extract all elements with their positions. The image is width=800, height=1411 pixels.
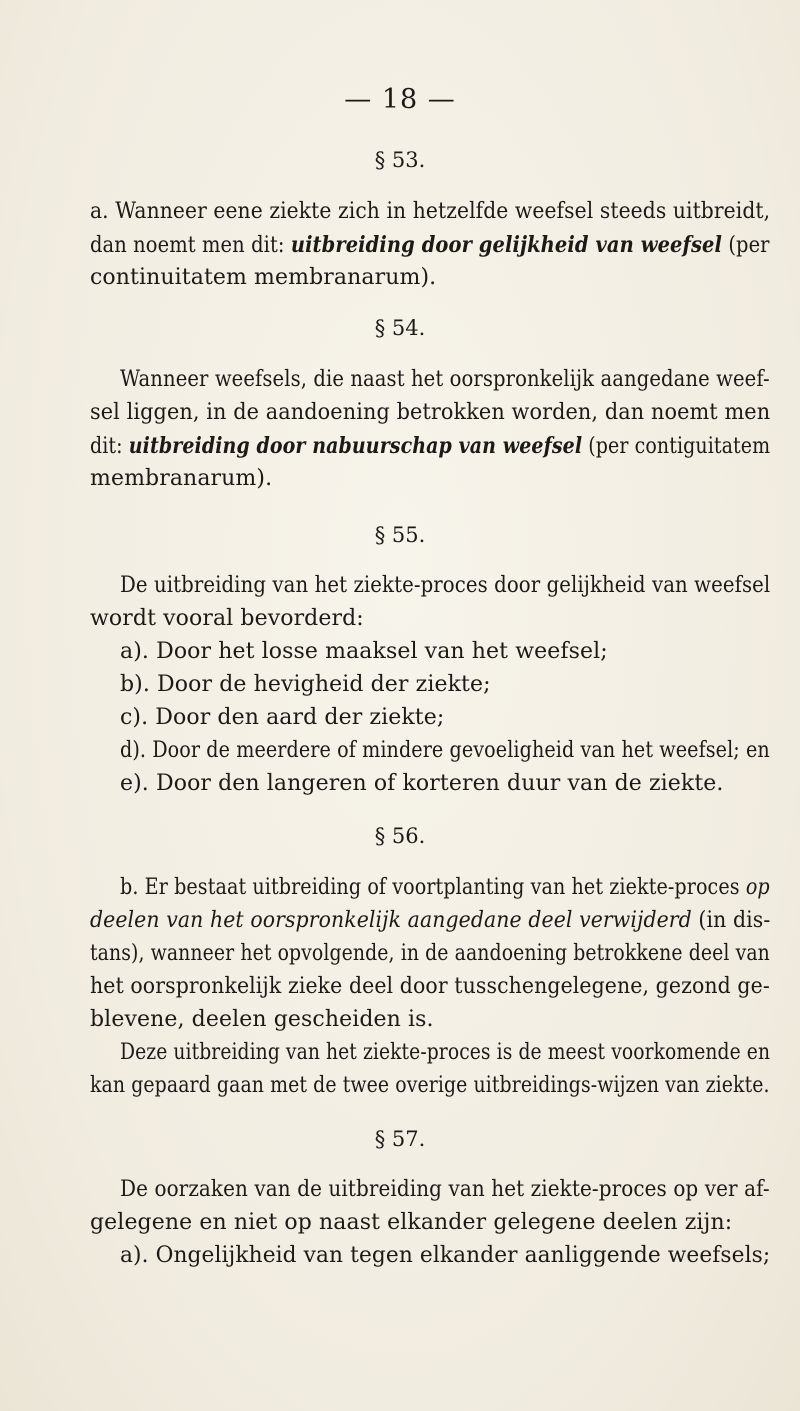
text-line: tans), wanneer het opvolgende, in de aandoening betrokkene deel van bbox=[90, 941, 770, 966]
text-line: membranarum). bbox=[90, 466, 273, 491]
text-line: blevene, deelen gescheiden is. bbox=[90, 1007, 434, 1032]
page-number: — 18 — bbox=[344, 84, 456, 115]
text-line: kan gepaard gaan met de twee overige uitbreidings-wijzen van ziekte. bbox=[90, 1073, 770, 1098]
text-line: deelen van het oorspronkelijk aangedane deel verwijderd (in dis- bbox=[90, 908, 771, 933]
emphasis-term: deelen van het oorspronkelijk aangedane deel verwijderd bbox=[90, 908, 692, 933]
text-line: b. Er bestaat uitbreiding of voortplanting van het ziekte-proces op bbox=[120, 875, 770, 900]
text-line: gelegene en niet op naast elkander gelegene deelen zijn: bbox=[90, 1210, 733, 1235]
list-item: c). Door den aard der ziekte; bbox=[120, 705, 445, 730]
text-line: De oorzaken van de uitbreiding van het ziekte-proces op ver af- bbox=[120, 1177, 770, 1202]
list-item: d). Door de meerdere of mindere gevoeligheid van het weefsel; en bbox=[120, 738, 770, 763]
section-heading-54: § 54. bbox=[374, 316, 426, 340]
text-line: het oorspronkelijk zieke deel door tusschengelegene, gezond ge- bbox=[90, 974, 770, 999]
section-heading-56: § 56. bbox=[374, 824, 426, 848]
text-line: continuitatem membranarum). bbox=[90, 265, 437, 290]
emphasis-term: op bbox=[745, 875, 770, 900]
list-item: a). Ongelijkheid van tegen elkander aanliggende weefsels; bbox=[120, 1243, 771, 1268]
emphasis-term: uitbreiding door gelijkheid van weefsel bbox=[290, 232, 723, 258]
text-line: Wanneer weefsels, die naast het oorspronkelijk aangedane weef- bbox=[120, 367, 770, 392]
list-item: a). Door het losse maaksel van het weefsel; bbox=[120, 639, 608, 664]
section-heading-57: § 57. bbox=[374, 1127, 426, 1151]
text-line: a. Wanneer eene ziekte zich in hetzelfde weefsel steeds uitbreidt, bbox=[90, 199, 771, 224]
text-line: dan noemt men dit: uitbreiding door gelijkheid van weefsel (per bbox=[90, 232, 770, 258]
emphasis-term: uitbreiding door nabuurschap van weefsel bbox=[128, 433, 583, 459]
text-line: Deze uitbreiding van het ziekte-proces is de meest voorkomende en bbox=[120, 1040, 771, 1065]
section-heading-53: § 53. bbox=[374, 148, 426, 172]
list-item: e). Door den langeren of korteren duur van de ziekte. bbox=[120, 771, 724, 796]
text-line: wordt vooral bevorderd: bbox=[90, 606, 364, 631]
text-line: De uitbreiding van het ziekte-proces door gelijkheid van weefsel bbox=[120, 573, 771, 598]
list-item: b). Door de hevigheid der ziekte; bbox=[120, 672, 491, 697]
section-heading-55: § 55. bbox=[374, 523, 426, 547]
text-line: sel liggen, in de aandoening betrokken worden, dan noemt men bbox=[90, 400, 771, 425]
text-line: dit: uitbreiding door nabuurschap van weefsel (per contiguitatem bbox=[90, 433, 771, 459]
